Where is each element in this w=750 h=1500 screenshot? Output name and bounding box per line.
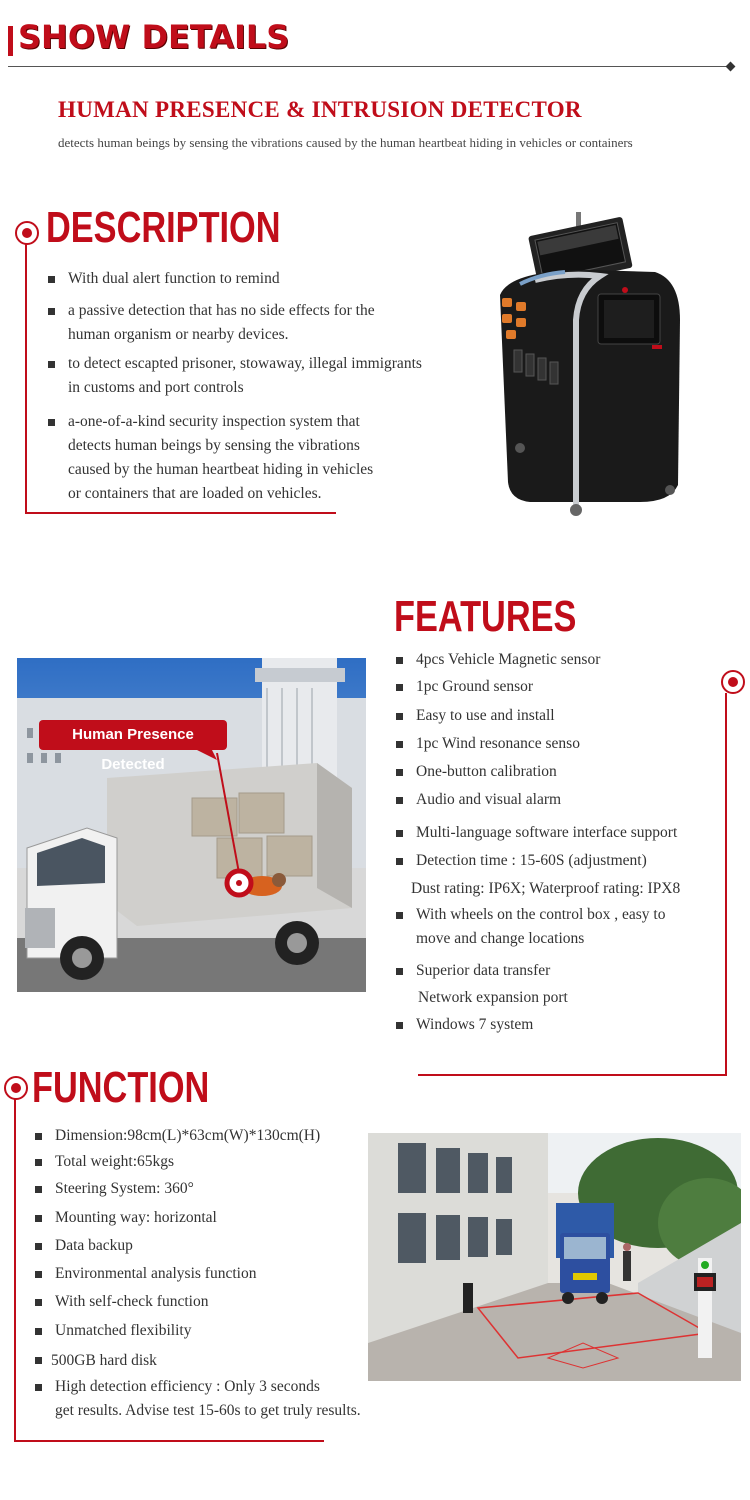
list-item: High detection efficiency : Only 3 seconds — [55, 1378, 320, 1395]
bullet-icon — [35, 1215, 42, 1222]
list-item: 4pcs Vehicle Magnetic sensor — [416, 651, 601, 668]
list-item: Total weight:65kgs — [55, 1153, 175, 1170]
list-item-continued: detects human beings by sensing the vibrations — [68, 437, 360, 454]
bullet-icon — [396, 830, 403, 837]
product-title: HUMAN PRESENCE & INTRUSION DETECTOR — [58, 97, 582, 122]
bullet-icon — [396, 684, 403, 691]
list-item: Easy to use and install — [416, 707, 555, 724]
bullet-icon — [396, 912, 403, 919]
header-divider — [8, 66, 730, 67]
bullet-icon — [396, 797, 403, 804]
list-item: Mounting way: horizontal — [55, 1209, 217, 1226]
bullet-icon — [396, 769, 403, 776]
section-marker-icon — [15, 221, 39, 245]
page-title: SHOW DETAILS — [18, 18, 290, 56]
function-title: FUNCTION — [32, 1063, 210, 1112]
bullet-icon — [35, 1133, 42, 1140]
list-item-continued: in customs and port controls — [68, 379, 244, 396]
list-item-continued: human organism or nearby devices. — [68, 326, 289, 343]
list-item: Audio and visual alarm — [416, 791, 562, 808]
header-accent-bar — [8, 26, 13, 56]
list-item: One-button calibration — [416, 763, 557, 780]
section-marker-icon — [721, 670, 745, 694]
detector-machine-image — [480, 210, 700, 520]
description-frame-bottom — [25, 512, 336, 514]
list-item: Unmatched flexibility — [55, 1322, 192, 1339]
list-item: Dimension:98cm(L)*63cm(W)*130cm(H) — [55, 1127, 321, 1144]
list-item: 500GB hard disk — [51, 1352, 157, 1369]
list-item-continued: or containers that are loaded on vehicles. — [68, 485, 322, 502]
list-item-continued: Dust rating: IP6X; Waterproof rating: IPX8 — [411, 880, 681, 897]
section-marker-icon — [4, 1076, 28, 1100]
function-frame-bottom — [14, 1440, 324, 1442]
bullet-icon — [396, 968, 403, 975]
list-item-continued: caused by the human heartbeat hiding in vehicles — [68, 461, 374, 478]
bullet-icon — [35, 1243, 42, 1250]
list-item: a-one-of-a-kind security inspection system that — [68, 413, 360, 430]
list-item: Steering System: 360° — [55, 1180, 194, 1197]
bullet-icon — [35, 1357, 42, 1364]
bullet-icon — [396, 713, 403, 720]
bullet-icon — [35, 1186, 42, 1193]
bullet-icon — [396, 657, 403, 664]
bullet-icon — [48, 308, 55, 315]
list-item: Detection time : 15-60S (adjustment) — [416, 852, 647, 869]
list-item: to detect escapted prisoner, stowaway, illegal immigrants — [68, 355, 422, 372]
description-frame-left — [25, 244, 27, 514]
list-item: 1pc Ground sensor — [416, 678, 534, 695]
list-item: With self-check function — [55, 1293, 209, 1310]
bullet-icon — [35, 1159, 42, 1166]
list-item: Data backup — [55, 1237, 133, 1254]
list-item: With dual alert function to remind — [68, 270, 280, 287]
list-item: Windows 7 system — [416, 1016, 534, 1033]
bullet-icon — [35, 1384, 42, 1391]
bullet-icon — [396, 1022, 403, 1029]
bullet-icon — [48, 361, 55, 368]
bullet-icon — [35, 1299, 42, 1306]
bullet-icon — [396, 858, 403, 865]
list-item: Environmental analysis function — [55, 1265, 257, 1282]
list-item: 1pc Wind resonance senso — [416, 735, 580, 752]
features-title: FEATURES — [394, 592, 577, 641]
features-frame-right — [725, 693, 727, 1076]
bullet-icon — [35, 1328, 42, 1335]
list-item: With wheels on the control box , easy to — [416, 906, 666, 923]
function-frame-left — [14, 1099, 16, 1442]
truck-detection-image — [17, 658, 366, 992]
divider-diamond-icon — [726, 62, 736, 72]
list-item-continued: move and change locations — [416, 930, 585, 947]
street-installation-image — [368, 1133, 741, 1381]
bullet-icon — [35, 1271, 42, 1278]
description-title: DESCRIPTION — [46, 203, 281, 252]
list-item-continued: Network expansion port — [418, 989, 568, 1006]
product-subtitle: detects human beings by sensing the vibrations caused by the human heartbeat hiding in vehicles or containers — [58, 135, 633, 150]
features-frame-bottom — [418, 1074, 727, 1076]
list-item-continued: get results. Advise test 15-60s to get truly results. — [55, 1402, 361, 1419]
list-item: Multi-language software interface support — [416, 824, 678, 841]
detection-label: Human Presence Detected — [72, 726, 194, 773]
bullet-icon — [48, 419, 55, 426]
list-item: Superior data transfer — [416, 962, 551, 979]
bullet-icon — [396, 741, 403, 748]
bullet-icon — [48, 276, 55, 283]
list-item: a passive detection that has no side effects for the — [68, 302, 375, 319]
